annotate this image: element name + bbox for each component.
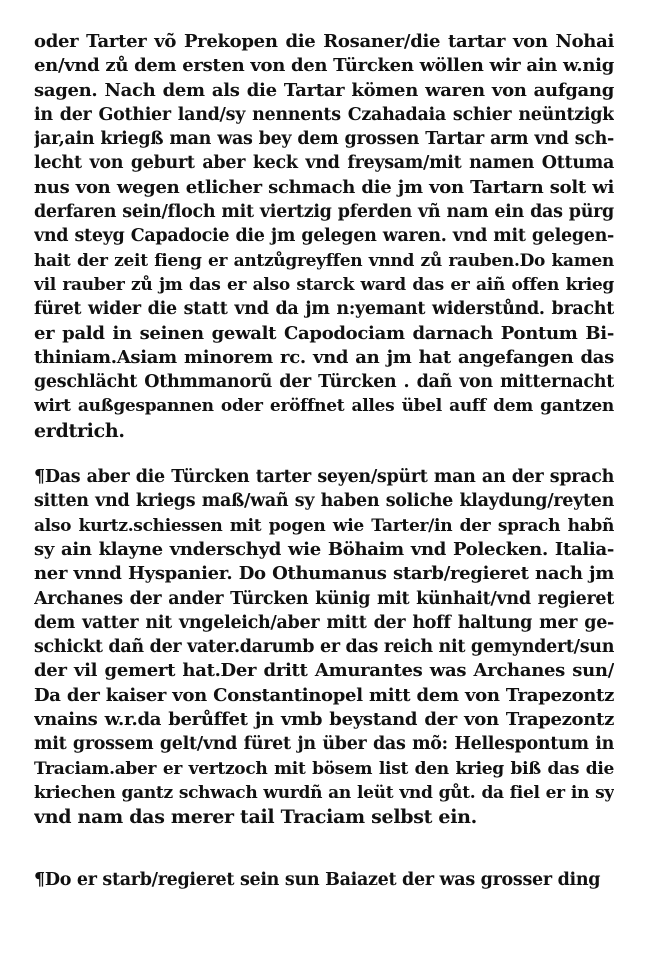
text-line: vnd steyg Capadocie die jm gelegen waren. vnd mit gelegen-: [34, 226, 614, 247]
text-line: vnains w.r.da berůffet jn vmb beystand der von Trapezontz: [34, 709, 614, 731]
paragraph-gap: [34, 443, 614, 465]
text-line: ¶Das aber die Türcken tarter seyen/spürt man an der sprach: [34, 467, 614, 488]
text-line: Traciam.aber er vertzoch mit bösem list den krieg biß das die: [34, 758, 614, 779]
paragraph-1: [34, 30, 614, 443]
text-line: sagen. Nach dem als die Tartar kömen waren von aufgang: [34, 79, 614, 101]
text-line: vnd nam das merer tail Traciam selbst ein.: [34, 806, 477, 829]
text-line: vil rauber zů jm das er also starck ward das er aiñ offen krieg: [34, 274, 614, 295]
text-line: füret wider die statt vnd da jm n:yemant widerstůnd. bracht: [34, 299, 614, 320]
text-line: derfaren sein/floch mit viertzig pferden vñ nam ein das pürg: [34, 202, 614, 223]
text-line: sitten vnd kriegs maß/wañ sy haben soliche klaydung/reyten: [34, 491, 614, 512]
document-page: [34, 30, 614, 892]
text-line: hait der zeit fieng er antzůgreyffen vnnd zů rauben.Do kamen: [34, 250, 614, 271]
paragraph-gap: [34, 830, 614, 868]
text-line: ner vnnd Hyspanier. Do Othumanus starb/regieret nach jm: [34, 563, 614, 585]
paragraph-2: [34, 465, 614, 829]
text-line: der vil gemert hat.Der dritt Amurantes was Archanes sun/: [34, 660, 614, 682]
text-line: wirt außgespannen oder eröffnet alles übel auff dem gantzen: [34, 396, 614, 417]
text-line: Da der kaiser von Constantinopel mitt dem von Trapezontz: [34, 684, 614, 706]
text-line: jar,ain kriegß man was bey dem grossen Tartar arm vnd sch-: [34, 129, 614, 150]
text-line: en/vnd zů dem ersten von den Türcken wöllen wir ain w.nig: [34, 55, 614, 77]
text-line: nus von wegen etlicher schmach die jm von Tartarn solt wi: [34, 176, 614, 198]
text-line: er pald in seinen gewalt Capodociam darnach Pontum Bi-: [34, 322, 614, 344]
text-line: Archanes der ander Türcken künig mit künhait/vnd regieret: [34, 588, 614, 609]
paragraph-3: [34, 868, 614, 892]
text-line: geschlächt Othmmanorũ der Türcken . dañ von mitternacht: [34, 372, 614, 393]
text-line: oder Tarter võ Prekopen die Rosaner/die tartar von Nohai: [34, 31, 614, 52]
text-line: thiniam.Asiam minorem rc. vnd an jm hat angefangen das: [34, 346, 614, 368]
text-line: lecht von geburt aber keck vnd freysam/mit namen Ottuma: [34, 153, 614, 174]
text-line: sy ain klayne vnderschyd wie Böhaim vnd Polecken. Italia-: [34, 538, 614, 560]
text-line: ¶Do er starb/regieret sein sun Baiazet der was grosser ding: [34, 869, 601, 890]
text-line: schickt dañ der vater.darumb er das reich nit gemyndert/sun: [34, 637, 614, 658]
text-line: mit grossem gelt/vnd füret jn über das mõ: Hellespontum in: [34, 734, 614, 755]
text-line: kriechen gantz schwach wurdñ an leüt vnd gůt. da fiel er in sy: [34, 782, 614, 803]
text-line: also kurtz.schiessen mit pogen wie Tarter/in der sprach habñ: [34, 515, 614, 536]
text-line: in der Gothier land/sy nennents Czahadaia schier neüntzigk: [34, 104, 614, 125]
text-line: erdtrich.: [34, 419, 125, 442]
text-line: dem vatter nit vngeleich/aber mitt der hoff haltung mer ge-: [34, 612, 614, 633]
